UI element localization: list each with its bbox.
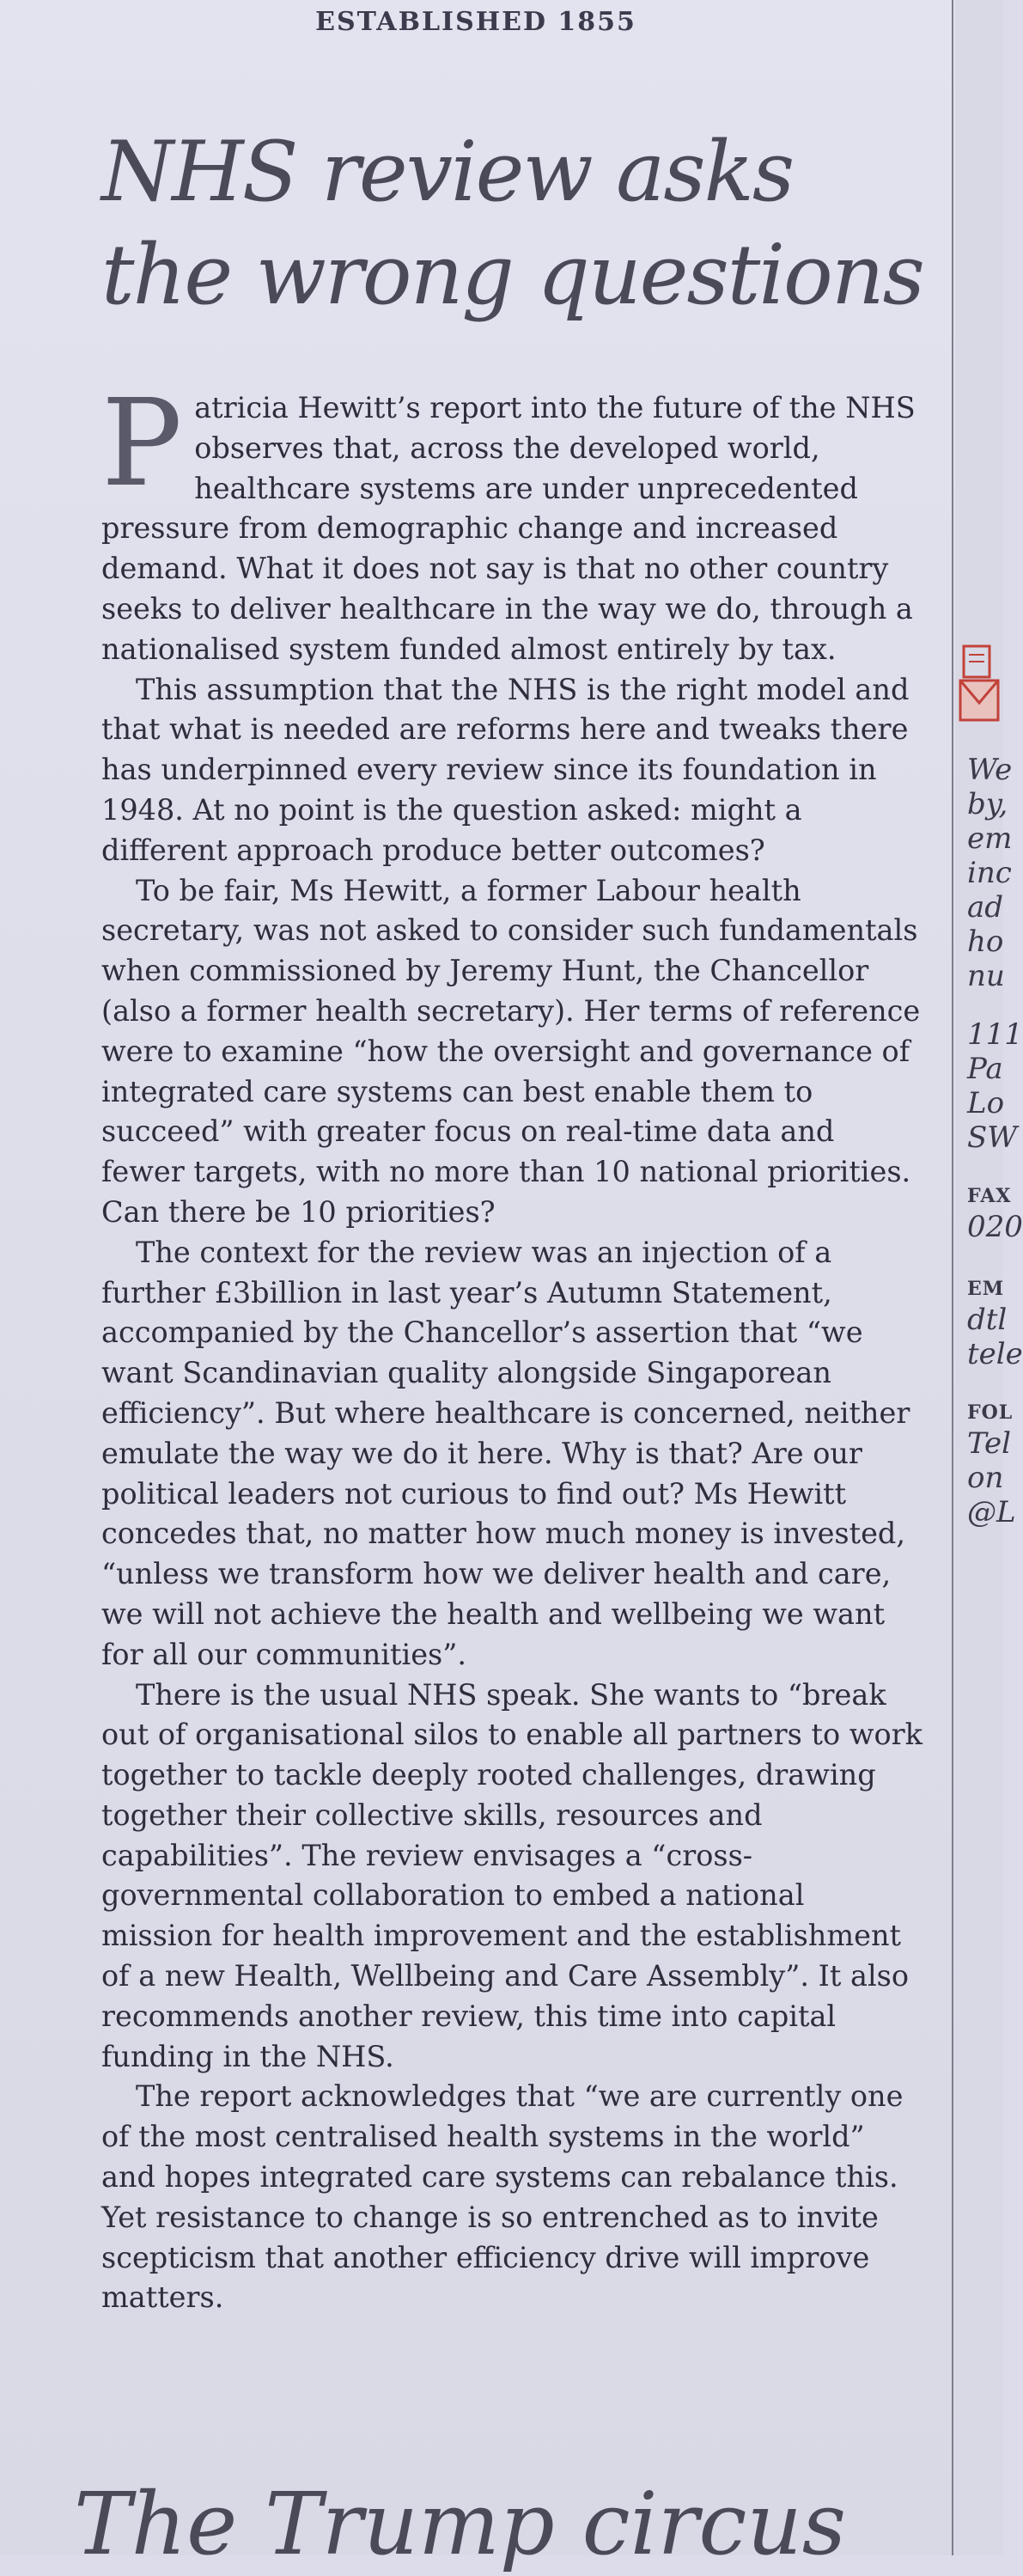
fragment: em: [967, 821, 1013, 856]
fragment-label: EM: [967, 1278, 1005, 1300]
paragraph-4: The context for the review was an injection of a further £3billion in last year’s Autumn Statement, accompanied by the Chancellor’s assertion that “we want Scandinavian quality alongside Singaporean efficiency”. But where healthcare is concerned, neither emulate the way we do it here. Why is that? Are our political leaders not curious to find out? Ms Hewitt concedes that, no matter how much money is invested, “unless we transform how we deliver health and care, we will not achieve the health and wellbeing we want for all our communities”.: [101, 1235, 910, 1671]
masthead: ESTABLISHED 1855: [315, 7, 636, 37]
article-body: [101, 374, 924, 2318]
envelope-icon: [960, 646, 998, 725]
fragment: SW: [967, 1120, 1018, 1155]
fragment: @L: [967, 1495, 1016, 1529]
paragraph-2: This assumption that the NHS is the right model and that what is needed are reforms here and tweaks there has underpinned every review since its foundation in 1948. At no point is the question asked: might a different approach produce better outcomes?: [101, 672, 910, 867]
next-article-headline: The Trump circus: [74, 2474, 847, 2574]
fragment: 020: [967, 1210, 1023, 1244]
fragment: tele: [967, 1337, 1023, 1371]
fragment: Pa: [967, 1052, 1003, 1086]
paragraph-1-text: atricia Hewitt’s report into the future of the NHS observes that, across the developed world, healthcare systems are under unprecedented pressure from demographic change and increased demand. What it does not say is that no other country seeks to deliver healthcare in the way we do, through a nationalised system funded almost entirely by tax.: [101, 391, 916, 666]
fragment: inc: [967, 856, 1012, 890]
paragraph-3: To be fair, Ms Hewitt, a former Labour health secretary, was not asked to consider such fundamentals when commissioned by Jeremy Hunt, the Chancellor (also a former health secretary). Her terms of reference were to examine “how the oversight and governance of integrated care systems can best enable them to succeed” with greater focus on real-time data and fewer targets, with no more than 10 national priorities. Can there be 10 priorities?: [101, 873, 921, 1229]
drop-cap: P: [101, 374, 183, 514]
paragraph-6: The report acknowledges that “we are currently one of the most centralised health systems in the world” and hopes integrated care systems can rebalance this. Yet resistance to change is so entrenched as to invite scepticism that another efficiency drive will improve matters.: [101, 2079, 904, 2315]
paragraph-5: There is the usual NHS speak. She wants to “break out of organisational silos to enable all partners to work together to tackle deeply rooted challenges, drawing together their collective skills, resources and capabilities”. The review envisages a “cross-governmental collaboration to embed a national mission for health improvement and the establishment of a new Health, Wellbeing and Care Assembly”. It also recommends another review, this time into capital funding in the NHS.: [101, 1677, 923, 2073]
fragment: nu: [967, 959, 1005, 993]
fragment: ad: [967, 890, 1004, 925]
fragment-label: FAX: [967, 1185, 1012, 1207]
fragment-label: FOL: [967, 1401, 1014, 1424]
headline: NHS review asks the wrong questions: [101, 124, 923, 323]
paragraph-1: [101, 374, 924, 670]
adjacent-column: [955, 0, 1023, 2555]
fragment: ho: [967, 925, 1004, 959]
column-divider: [952, 0, 953, 2555]
fragment: Lo: [967, 1086, 1005, 1120]
fragment: by,: [967, 787, 1008, 821]
fragment: Tel: [967, 1426, 1012, 1461]
fragment: 111: [967, 1017, 1023, 1052]
fragment: dtl: [967, 1303, 1008, 1337]
fragment: on: [967, 1461, 1004, 1495]
fragment: We: [967, 753, 1013, 787]
